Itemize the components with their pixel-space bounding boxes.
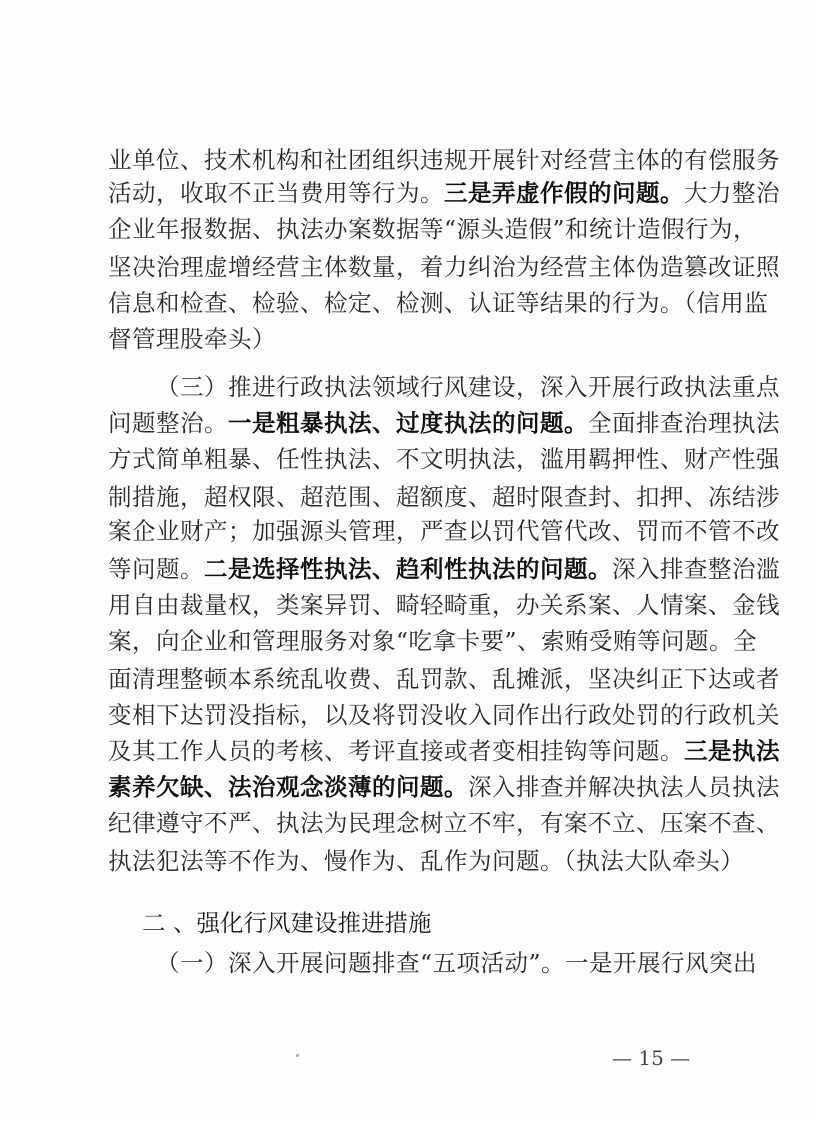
text-line [108,700,780,730]
text-run: 等问题。 [108,555,204,583]
text-line [108,288,769,318]
text-line [108,626,758,656]
text-run: 制措施，超权限、超范围、超额度、超时限查封、扣押、冻结涉 [108,483,780,511]
page-number: — 15 — [612,1046,691,1070]
text-line [108,846,745,876]
text-line [108,516,780,546]
text-line [108,214,758,244]
text-run: 方式简单粗暴、任性执法、不文明执法，滥用羁押性、财产性强 [108,445,780,473]
text-run: （三）推进行政执法领域行风建设，深入开展行政执法重点 [156,373,780,401]
scan-speck [296,1054,299,1057]
text-run: （一）深入开展问题排查“五项活动”。一是开展行风突出 [156,949,758,977]
text-run: 用自由裁量权，类案异罚、畸轻畸重，办关系案、人情案、金钱 [108,591,780,619]
text-run: 变相下达罚没指标，以及将罚没收入同作出行政处罚的行政机关 [108,701,780,729]
bold-text-run: 三是弄虚作假的问题。 [444,179,684,207]
text-run: 活动，收取不正当费用等行为。 [108,179,444,207]
text-line [108,145,780,175]
section-heading: 二 、强化行风建设推进措施 [142,909,432,937]
text-run: 问题整治。 [108,409,228,437]
text-run: 督管理股牵头） [108,325,276,353]
text-run: 深入排查并解决执法人员执法 [468,773,780,801]
text-line [108,664,780,694]
text-run: 案，向企业和管理服务对象“吃拿卡要”、索贿受贿等问题。全 [108,627,758,655]
text-run: 执法犯法等不作为、慢作为、乱作为问题。（执法大队牵头） [108,847,745,875]
text-run: 面清理整顿本系统乱收费、乱罚款、乱摊派，坚决纠正下达或者 [108,665,780,693]
text-run: 纪律遵守不严、执法为民理念树立不牢，有案不立、压案不查、 [108,809,780,837]
text-run: 业单位、技术机构和社团组织违规开展针对经营主体的有偿服务 [108,146,780,174]
body-text-last-line [156,948,758,978]
text-run: 全面排查治理执法 [588,409,780,437]
bold-text-run: 三是执法 [684,737,780,765]
text-run: 案企业财产；加强源头管理，严查以罚代管代改、罚而不管不改 [108,517,780,545]
text-line [108,590,780,620]
text-run: 大力整治 [684,179,780,207]
bold-text-run: 二是选择性执法、趋利性执法的问题。 [204,555,612,583]
text-run: 深入排查整治滥 [612,555,780,583]
text-line [108,772,780,802]
text-line [108,554,780,584]
text-line [108,408,780,438]
text-line [108,482,780,512]
text-line [108,252,780,282]
text-run: 企业年报数据、执法办案数据等“源头造假”和统计造假行为， [108,215,758,243]
text-line [108,178,780,208]
text-run: 及其工作人员的考核、考评直接或者变相挂钩等问题。 [108,737,684,765]
text-line [156,372,780,402]
text-run: 信息和检查、检验、检定、检测、认证等结果的行为。（信用监 [108,289,769,317]
bold-text-run: 素养欠缺、法治观念淡薄的问题。 [108,773,468,801]
text-run: 坚决治理虚增经营主体数量，着力纠治为经营主体伪造篡改证照 [108,253,780,281]
text-line [108,736,780,766]
text-line [108,444,780,474]
bold-text-run: 一是粗暴执法、过度执法的问题。 [228,409,588,437]
text-line [108,808,780,838]
text-line [108,324,708,354]
